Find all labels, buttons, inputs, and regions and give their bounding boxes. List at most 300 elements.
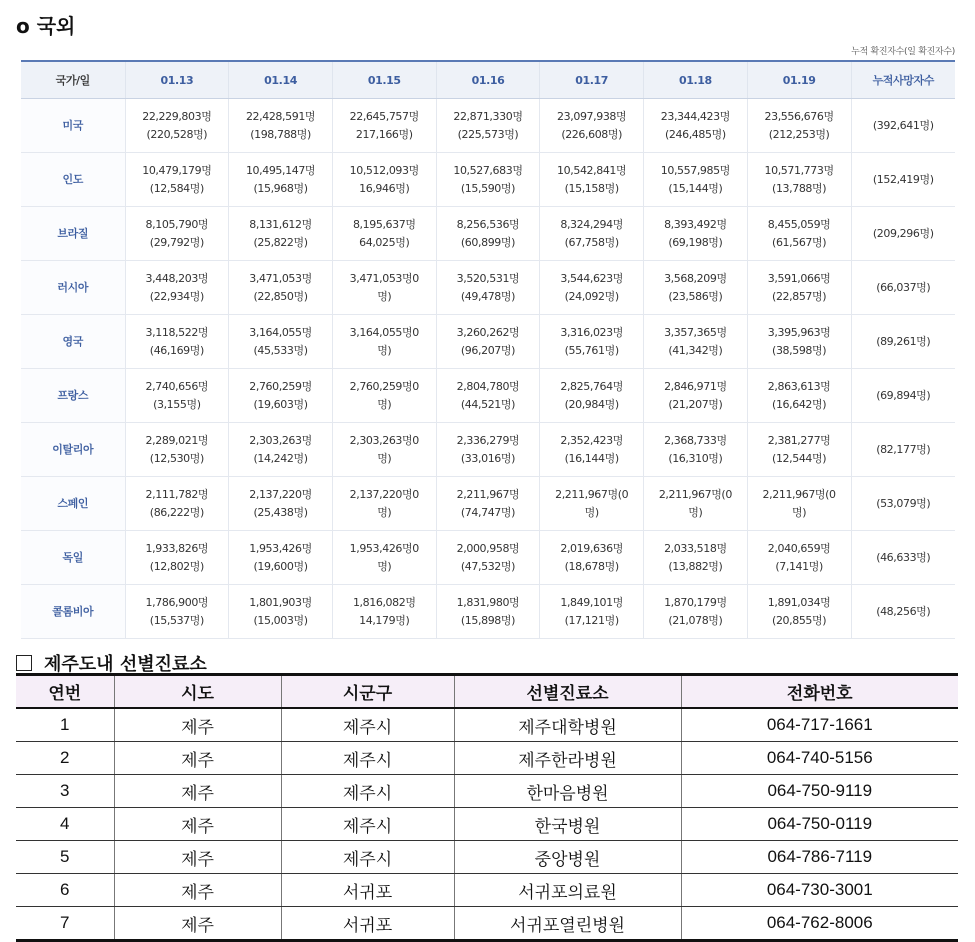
- deaths-cell: (209,296명): [851, 207, 955, 261]
- cumulative-cases: 3,568,209명: [664, 271, 727, 285]
- province-cell: 제주: [114, 775, 281, 808]
- case-count-cell: [436, 585, 540, 639]
- country-cell: 이탈리아: [21, 423, 125, 477]
- daily-cases: (220,528명): [146, 127, 208, 141]
- case-count-cell: [229, 585, 333, 639]
- case-count-cell: [436, 315, 540, 369]
- cumulative-cases: 10,512,093명: [349, 163, 419, 177]
- case-count-cell: [125, 99, 229, 153]
- cumulative-cases: 1,953,426명0: [349, 541, 419, 555]
- table-row: [21, 531, 955, 585]
- cumulative-cases: 2,336,279명: [456, 433, 520, 447]
- daily-cases: (225,573명): [457, 127, 519, 141]
- case-count-cell: [125, 261, 229, 315]
- table-row: [21, 261, 955, 315]
- case-count-cell: [644, 207, 748, 261]
- section-title: o 국외: [16, 14, 76, 38]
- case-count-cell: [332, 585, 436, 639]
- cumulative-cases: 22,645,757명: [349, 109, 419, 123]
- deaths-cell: (66,037명): [851, 261, 955, 315]
- case-count-cell: [747, 315, 851, 369]
- case-count-cell: [332, 531, 436, 585]
- city-cell: 서귀포: [281, 907, 454, 941]
- cumulative-cases: 8,105,790명: [145, 217, 209, 231]
- cumulative-cases: 3,164,055명: [249, 325, 312, 339]
- daily-cases: (15,968명): [253, 181, 308, 195]
- case-count-cell: [747, 369, 851, 423]
- table-row: [21, 369, 955, 423]
- daily-cases: (15,003명): [253, 613, 308, 627]
- country-cell: 러시아: [21, 261, 125, 315]
- case-count-cell: [644, 315, 748, 369]
- case-count-cell: [436, 423, 540, 477]
- case-count-cell: [436, 477, 540, 531]
- clinic-name-cell: 중앙병원: [454, 841, 681, 874]
- stats-header-row: [21, 61, 955, 99]
- daily-cases: (24,092명): [564, 289, 619, 303]
- daily-cases: (60,899명): [460, 235, 516, 249]
- stats-column-header: 01.13: [125, 61, 229, 99]
- cumulative-cases: 2,303,263명: [249, 433, 312, 447]
- daily-cases: (47,532명): [460, 559, 516, 573]
- row-number: 5: [16, 841, 114, 874]
- daily-cases: 217,166명): [355, 127, 413, 141]
- case-count-cell: [644, 261, 748, 315]
- daily-cases: (86,222명): [149, 505, 204, 519]
- daily-cases: (38,598명): [772, 343, 827, 357]
- daily-cases: 16,946명): [359, 181, 410, 195]
- phone-cell: 064-762-8006: [681, 907, 958, 941]
- daily-cases: (246,485명): [665, 127, 726, 141]
- daily-cases: 명): [792, 505, 807, 519]
- case-count-cell: [229, 207, 333, 261]
- case-count-cell: [747, 585, 851, 639]
- daily-cases: (44,521명): [460, 397, 516, 411]
- daily-cases: (74,747명): [460, 505, 516, 519]
- case-count-cell: [436, 99, 540, 153]
- cumulative-cases: 22,871,330명: [453, 109, 523, 123]
- table-row: [21, 423, 955, 477]
- case-count-cell: [436, 153, 540, 207]
- row-number: 3: [16, 775, 114, 808]
- cumulative-cases: 1,786,900명: [145, 595, 209, 609]
- cumulative-cases: 23,556,676명: [764, 109, 834, 123]
- province-cell: 제주: [114, 841, 281, 874]
- cumulative-cases: 8,393,492명: [664, 217, 727, 231]
- daily-cases: (96,207명): [460, 343, 516, 357]
- cumulative-cases: 23,097,938명: [557, 109, 627, 123]
- cumulative-cases: 8,131,612명: [249, 217, 312, 231]
- case-count-cell: [229, 531, 333, 585]
- daily-cases: 64,025명): [359, 235, 410, 249]
- case-count-cell: [540, 261, 644, 315]
- city-cell: 제주시: [281, 841, 454, 874]
- daily-cases: (33,016명): [460, 451, 516, 465]
- daily-cases: (21,078명): [668, 613, 723, 627]
- phone-cell: 064-717-1661: [681, 708, 958, 742]
- cumulative-cases: 1,933,826명: [145, 541, 209, 555]
- daily-cases: (19,600명): [253, 559, 308, 573]
- case-count-cell: [644, 585, 748, 639]
- case-count-cell: [229, 315, 333, 369]
- cumulative-cases: 10,495,147명: [245, 163, 316, 177]
- cumulative-cases: 2,303,263명0: [349, 433, 419, 447]
- daily-cases: (12,584명): [149, 181, 204, 195]
- daily-cases: (20,855명): [772, 613, 827, 627]
- case-count-cell: [125, 315, 229, 369]
- case-count-cell: [747, 153, 851, 207]
- cumulative-cases: 3,520,531명: [456, 271, 520, 285]
- table-row: [21, 99, 955, 153]
- case-count-cell: [229, 369, 333, 423]
- daily-cases: (12,530명): [149, 451, 204, 465]
- daily-cases: (29,792명): [149, 235, 204, 249]
- daily-cases: (25,822명): [253, 235, 308, 249]
- case-count-cell: [332, 369, 436, 423]
- row-number: 6: [16, 874, 114, 907]
- case-count-cell: [436, 261, 540, 315]
- phone-cell: 064-750-9119: [681, 775, 958, 808]
- daily-cases: (3,155명): [153, 397, 201, 411]
- cumulative-cases: 3,471,053명: [249, 271, 312, 285]
- cumulative-cases: 2,760,259명: [249, 379, 312, 393]
- clinic-body: [16, 708, 958, 941]
- daily-cases: (12,544명): [772, 451, 827, 465]
- case-count-cell: [644, 531, 748, 585]
- daily-cases: (22,934명): [149, 289, 204, 303]
- city-cell: 제주시: [281, 775, 454, 808]
- cumulative-cases: 8,324,294명: [560, 217, 623, 231]
- case-count-cell: [125, 153, 229, 207]
- cumulative-cases: 1,870,179명: [664, 595, 727, 609]
- country-cell: 브라질: [21, 207, 125, 261]
- case-count-cell: [125, 207, 229, 261]
- deaths-cell: (53,079명): [851, 477, 955, 531]
- country-cell: 독일: [21, 531, 125, 585]
- cumulative-cases: 2,740,656명: [145, 379, 209, 393]
- cumulative-cases: 2,289,021명: [145, 433, 209, 447]
- cumulative-cases: 2,825,764명: [560, 379, 623, 393]
- cumulative-cases: 2,211,967명(0: [658, 487, 732, 501]
- cumulative-cases: 22,229,803명: [142, 109, 212, 123]
- cumulative-cases: 3,395,963명: [767, 325, 831, 339]
- daily-cases: 14,179명): [359, 613, 410, 627]
- country-cell: 콜롬비아: [21, 585, 125, 639]
- table-row: [16, 775, 958, 808]
- case-count-cell: [540, 585, 644, 639]
- daily-cases: (22,850명): [253, 289, 308, 303]
- stats-column-header: 01.16: [436, 61, 540, 99]
- case-count-cell: [436, 207, 540, 261]
- daily-cases: 명): [688, 505, 703, 519]
- deaths-cell: (46,633명): [851, 531, 955, 585]
- cumulative-cases: 2,352,423명: [560, 433, 623, 447]
- daily-cases: 명): [377, 559, 392, 573]
- case-count-cell: [125, 531, 229, 585]
- cumulative-cases: 3,357,365명: [664, 325, 727, 339]
- cumulative-cases: 10,479,179명: [142, 163, 212, 177]
- case-count-cell: [229, 423, 333, 477]
- cumulative-cases: 2,000,958명: [456, 541, 520, 555]
- overseas-stats-table: [21, 60, 955, 639]
- case-count-cell: [125, 585, 229, 639]
- cumulative-cases: 2,019,636명: [560, 541, 623, 555]
- cumulative-cases: 3,448,203명: [145, 271, 209, 285]
- cumulative-cases: 2,137,220명0: [349, 487, 419, 501]
- clinic-name-cell: 서귀포열린병원: [454, 907, 681, 941]
- deaths-cell: (69,894명): [851, 369, 955, 423]
- daily-cases: (14,242명): [253, 451, 308, 465]
- table-row: [21, 315, 955, 369]
- country-cell: 스페인: [21, 477, 125, 531]
- stats-column-header: 01.19: [747, 61, 851, 99]
- cumulative-cases: 23,344,423명: [660, 109, 730, 123]
- case-count-cell: [540, 207, 644, 261]
- city-cell: 제주시: [281, 742, 454, 775]
- daily-cases: 명): [377, 397, 392, 411]
- stats-column-header: 01.18: [644, 61, 748, 99]
- deaths-cell: (392,641명): [851, 99, 955, 153]
- province-cell: 제주: [114, 874, 281, 907]
- daily-cases: (41,342명): [668, 343, 723, 357]
- cumulative-cases: 10,527,683명: [453, 163, 523, 177]
- daily-cases: 명): [377, 343, 392, 357]
- clinic-header-row: [16, 675, 958, 709]
- case-count-cell: [747, 531, 851, 585]
- cumulative-cases: 2,211,967명(0: [762, 487, 836, 501]
- stats-column-header: 누적사망자수: [851, 61, 955, 99]
- case-count-cell: [125, 477, 229, 531]
- case-count-cell: [540, 315, 644, 369]
- table-row: [16, 907, 958, 941]
- daily-cases: (16,144명): [564, 451, 619, 465]
- province-cell: 제주: [114, 808, 281, 841]
- cumulative-cases: 3,118,522명: [145, 325, 209, 339]
- daily-cases: (16,642명): [772, 397, 827, 411]
- case-count-cell: [332, 423, 436, 477]
- cumulative-cases: 3,164,055명0: [349, 325, 419, 339]
- daily-cases: (46,169명): [149, 343, 204, 357]
- case-count-cell: [540, 423, 644, 477]
- table-row: [21, 477, 955, 531]
- country-cell: 인도: [21, 153, 125, 207]
- province-cell: 제주: [114, 708, 281, 742]
- country-cell: 영국: [21, 315, 125, 369]
- cumulative-cases: 2,137,220명: [249, 487, 312, 501]
- stats-column-header: 01.14: [229, 61, 333, 99]
- table-row: [21, 153, 955, 207]
- case-count-cell: [644, 99, 748, 153]
- case-count-cell: [644, 423, 748, 477]
- phone-cell: 064-730-3001: [681, 874, 958, 907]
- case-count-cell: [747, 261, 851, 315]
- daily-cases: (21,207명): [668, 397, 723, 411]
- cumulative-cases: 3,471,053명0: [349, 271, 419, 285]
- cumulative-cases: 2,846,971명: [664, 379, 727, 393]
- clinic-section-title: 제주도내 선별진료소: [44, 654, 207, 675]
- clinic-column-header: 시군구: [281, 675, 454, 709]
- cumulative-cases: 8,195,637명: [352, 217, 416, 231]
- case-count-cell: [229, 477, 333, 531]
- case-count-cell: [229, 153, 333, 207]
- case-count-cell: [229, 261, 333, 315]
- table-row: [16, 874, 958, 907]
- case-count-cell: [747, 99, 851, 153]
- phone-cell: 064-740-5156: [681, 742, 958, 775]
- province-cell: 제주: [114, 742, 281, 775]
- table-row: [21, 207, 955, 261]
- stats-column-header: 01.15: [332, 61, 436, 99]
- table-note: 누적 확진자수(일 확진자수): [851, 47, 955, 57]
- case-count-cell: [332, 153, 436, 207]
- daily-cases: (226,608명): [561, 127, 623, 141]
- daily-cases: (15,898명): [460, 613, 516, 627]
- case-count-cell: [125, 423, 229, 477]
- row-number: 1: [16, 708, 114, 742]
- deaths-cell: (89,261명): [851, 315, 955, 369]
- case-count-cell: [644, 369, 748, 423]
- case-count-cell: [644, 153, 748, 207]
- cumulative-cases: 1,801,903명: [249, 595, 312, 609]
- case-count-cell: [747, 207, 851, 261]
- cumulative-cases: 3,316,023명: [560, 325, 623, 339]
- clinic-name-cell: 한국병원: [454, 808, 681, 841]
- daily-cases: (18,678명): [564, 559, 619, 573]
- checkbox-square-icon: [16, 655, 32, 671]
- row-number: 4: [16, 808, 114, 841]
- case-count-cell: [332, 99, 436, 153]
- daily-cases: (13,882명): [668, 559, 723, 573]
- case-count-cell: [332, 207, 436, 261]
- cumulative-cases: 2,760,259명0: [349, 379, 419, 393]
- daily-cases: (16,310명): [668, 451, 723, 465]
- cumulative-cases: 2,368,733명: [664, 433, 727, 447]
- clinic-name-cell: 서귀포의료원: [454, 874, 681, 907]
- province-cell: 제주: [114, 907, 281, 941]
- daily-cases: (69,198명): [668, 235, 723, 249]
- daily-cases: (15,158명): [564, 181, 619, 195]
- table-row: [21, 585, 955, 639]
- city-cell: 서귀포: [281, 874, 454, 907]
- case-count-cell: [540, 531, 644, 585]
- stats-column-header: 국가/일: [21, 61, 125, 99]
- country-cell: 프랑스: [21, 369, 125, 423]
- daily-cases: (25,438명): [253, 505, 308, 519]
- phone-cell: 064-750-0119: [681, 808, 958, 841]
- daily-cases: (19,603명): [253, 397, 308, 411]
- case-count-cell: [540, 153, 644, 207]
- daily-cases: (15,537명): [149, 613, 204, 627]
- daily-cases: 명): [584, 505, 599, 519]
- case-count-cell: [540, 477, 644, 531]
- daily-cases: (23,586명): [668, 289, 723, 303]
- clinic-column-header: 연번: [16, 675, 114, 709]
- cumulative-cases: 1,953,426명: [249, 541, 312, 555]
- cumulative-cases: 2,863,613명: [767, 379, 831, 393]
- cumulative-cases: 1,816,082명: [352, 595, 416, 609]
- daily-cases: (13,788명): [772, 181, 827, 195]
- case-count-cell: [540, 369, 644, 423]
- case-count-cell: [644, 477, 748, 531]
- cumulative-cases: 2,211,967명(0: [555, 487, 629, 501]
- cumulative-cases: 3,591,066명: [767, 271, 831, 285]
- daily-cases: (15,144명): [668, 181, 723, 195]
- deaths-cell: (152,419명): [851, 153, 955, 207]
- daily-cases: 명): [377, 289, 392, 303]
- daily-cases: (49,478명): [460, 289, 516, 303]
- daily-cases: (15,590명): [460, 181, 516, 195]
- case-count-cell: [229, 99, 333, 153]
- clinic-table: [16, 673, 958, 942]
- case-count-cell: [332, 315, 436, 369]
- cumulative-cases: 2,381,277명: [767, 433, 831, 447]
- cumulative-cases: 8,455,059명: [767, 217, 831, 231]
- cumulative-cases: 10,557,985명: [660, 163, 730, 177]
- table-row: [16, 841, 958, 874]
- case-count-cell: [747, 423, 851, 477]
- daily-cases: (67,758명): [564, 235, 619, 249]
- daily-cases: (55,761명): [564, 343, 619, 357]
- stats-column-header: 01.17: [540, 61, 644, 99]
- daily-cases: (12,802명): [149, 559, 204, 573]
- deaths-cell: (82,177명): [851, 423, 955, 477]
- clinic-column-header: 시도: [114, 675, 281, 709]
- cumulative-cases: 22,428,591명: [245, 109, 316, 123]
- daily-cases: (61,567명): [772, 235, 827, 249]
- cumulative-cases: 1,849,101명: [560, 595, 623, 609]
- cumulative-cases: 2,211,967명: [456, 487, 520, 501]
- daily-cases: (22,857명): [772, 289, 827, 303]
- case-count-cell: [436, 531, 540, 585]
- cumulative-cases: 2,040,659명: [767, 541, 831, 555]
- daily-cases: 명): [377, 505, 392, 519]
- city-cell: 제주시: [281, 808, 454, 841]
- clinic-column-header: 선별진료소: [454, 675, 681, 709]
- case-count-cell: [747, 477, 851, 531]
- cumulative-cases: 2,033,518명: [664, 541, 727, 555]
- cumulative-cases: 1,831,980명: [456, 595, 520, 609]
- case-count-cell: [540, 99, 644, 153]
- case-count-cell: [332, 477, 436, 531]
- cumulative-cases: 8,256,536명: [456, 217, 520, 231]
- cumulative-cases: 2,804,780명: [456, 379, 520, 393]
- clinic-column-header: 전화번호: [681, 675, 958, 709]
- daily-cases: (45,533명): [253, 343, 308, 357]
- cumulative-cases: 10,571,773명: [764, 163, 834, 177]
- deaths-cell: (48,256명): [851, 585, 955, 639]
- daily-cases: 명): [377, 451, 392, 465]
- row-number: 2: [16, 742, 114, 775]
- cumulative-cases: 3,544,623명: [560, 271, 623, 285]
- daily-cases: (212,253명): [768, 127, 830, 141]
- clinic-name-cell: 제주한라병원: [454, 742, 681, 775]
- case-count-cell: [436, 369, 540, 423]
- case-count-cell: [125, 369, 229, 423]
- cumulative-cases: 2,111,782명: [145, 487, 209, 501]
- daily-cases: (198,788명): [250, 127, 311, 141]
- city-cell: 제주시: [281, 708, 454, 742]
- case-count-cell: [332, 261, 436, 315]
- daily-cases: (7,141명): [775, 559, 823, 573]
- daily-cases: (20,984명): [564, 397, 619, 411]
- table-row: [16, 708, 958, 742]
- clinic-name-cell: 한마음병원: [454, 775, 681, 808]
- row-number: 7: [16, 907, 114, 941]
- clinic-name-cell: 제주대학병원: [454, 708, 681, 742]
- cumulative-cases: 3,260,262명: [456, 325, 520, 339]
- table-row: [16, 808, 958, 841]
- table-row: [16, 742, 958, 775]
